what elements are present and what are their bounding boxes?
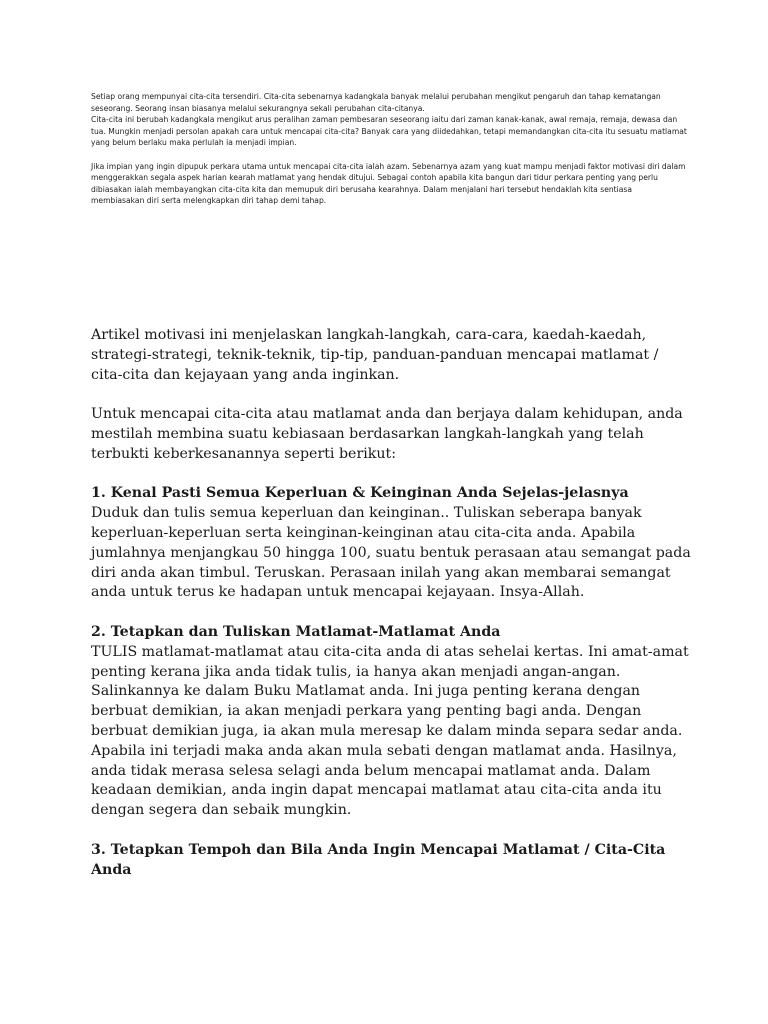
intro-block	[91, 91, 687, 207]
section-3	[91, 841, 691, 881]
section-2	[91, 623, 691, 821]
section-body: TULIS matlamat-matlamat atau cita-cita anda di atas sehelai kertas. Ini amat-amat penting kerana jika anda tidak tulis, ia hanya akan menjadi angan-angan. Salinkannya ke dalam Buku Matlamat anda. Ini juga penting kerana dengan berbuat demikian, ia akan menjadi perkara yang penting bagi anda. Dengan berbuat demikian juga, ia akan mula meresap ke dalam minda separa sedar anda. Apabila ini terjadi maka anda akan mula sebati dengan matlamat anda. Hasilnya, anda tidak merasa selesa selagi anda belum mencapai matlamat anda. Dalam keadaan demikian, anda ingin dapat mencapai matlamat atau cita-cita anda itu dengan segera dan sebaik mungkin.	[91, 643, 689, 819]
section-heading: 3. Tetapkan Tempoh dan Bila Anda Ingin Mencapai Matlamat / Cita-Cita Anda	[91, 841, 666, 878]
section-heading: 2. Tetapkan dan Tuliskan Matlamat-Matlamat Anda	[91, 623, 501, 640]
section-1	[91, 484, 691, 603]
section-body: Duduk dan tulis semua keperluan dan keinginan.. Tuliskan seberapa banyak keperluan-keperluan serta keinginan-keinginan atau cita-cita anda. Apabila jumlahnya menjangkau 50 hingga 100, suatu bentuk perasaan atau semangat pada diri anda akan timbul. Teruskan. Perasaan inilah yang akan membarai semangat anda untuk terus ke hadapan untuk mencapai kejayaan. Insya-Allah.	[91, 505, 691, 601]
intro-paragraph-2: Cita-cita ini berubah kadangkala mengikut arus peralihan zaman pembesaran seseorang iaitu dari zaman kanak-kanak, awal remaja, remaja, dewasa dan tua. Mungkin menjadi persolan apakah cara untuk mencapai cita-cita? Banyak cara yang diidedahkan, tetapi memandangkan cita-cita itu sesuatu matlamat yang belum berlaku maka perlulah ia menjadi impian.	[91, 115, 687, 148]
section-heading: 1. Kenal Pasti Semua Keperluan & Keinginan Anda Sejelas-jelasnya	[91, 485, 629, 502]
article-intro-1: Artikel motivasi ini menjelaskan langkah-langkah, cara-cara, kaedah-kaedah, strategi-strategi, teknik-teknik, tip-tip, panduan-panduan mencapai matlamat / cita-cita dan kejayaan yang anda inginkan.	[91, 327, 659, 383]
intro-paragraph-1: Setiap orang mempunyai cita-cita tersendiri. Cita-cita sebenarnya kadangkala banyak melalui perubahan mengikut pengaruh dan tahap kematangan seseorang. Seorang insan biasanya melalui sekurangnya sekali perubahan cita-citanya.	[91, 92, 661, 113]
article-body	[91, 326, 691, 900]
intro-paragraph-3: Jika impian yang ingin dipupuk perkara utama untuk mencapai cita-cita ialah azam. Sebenarnya azam yang kuat mampu menjadi faktor motivasi diri dalam menggerakkan segala aspek harian kearah matlamat yang hendak ditujui. Sebagai contoh apabila kita bangun dari tidur perkara penting yang perlu dibiasakan ialah membayangkan cita-cita kita dan memupuk diri berusaha kearahnya. Dalam menjalani hari tersebut hendaklah kita sentiasa membiasakan diri serta melengkapkan diri tahap demi tahap.	[91, 161, 686, 206]
article-intro-2: Untuk mencapai cita-cita atau matlamat anda dan berjaya dalam kehidupan, anda mestilah membina suatu kebiasaan berdasarkan langkah-langkah yang telah terbukti keberkesanannya seperti berikut:	[91, 406, 683, 462]
